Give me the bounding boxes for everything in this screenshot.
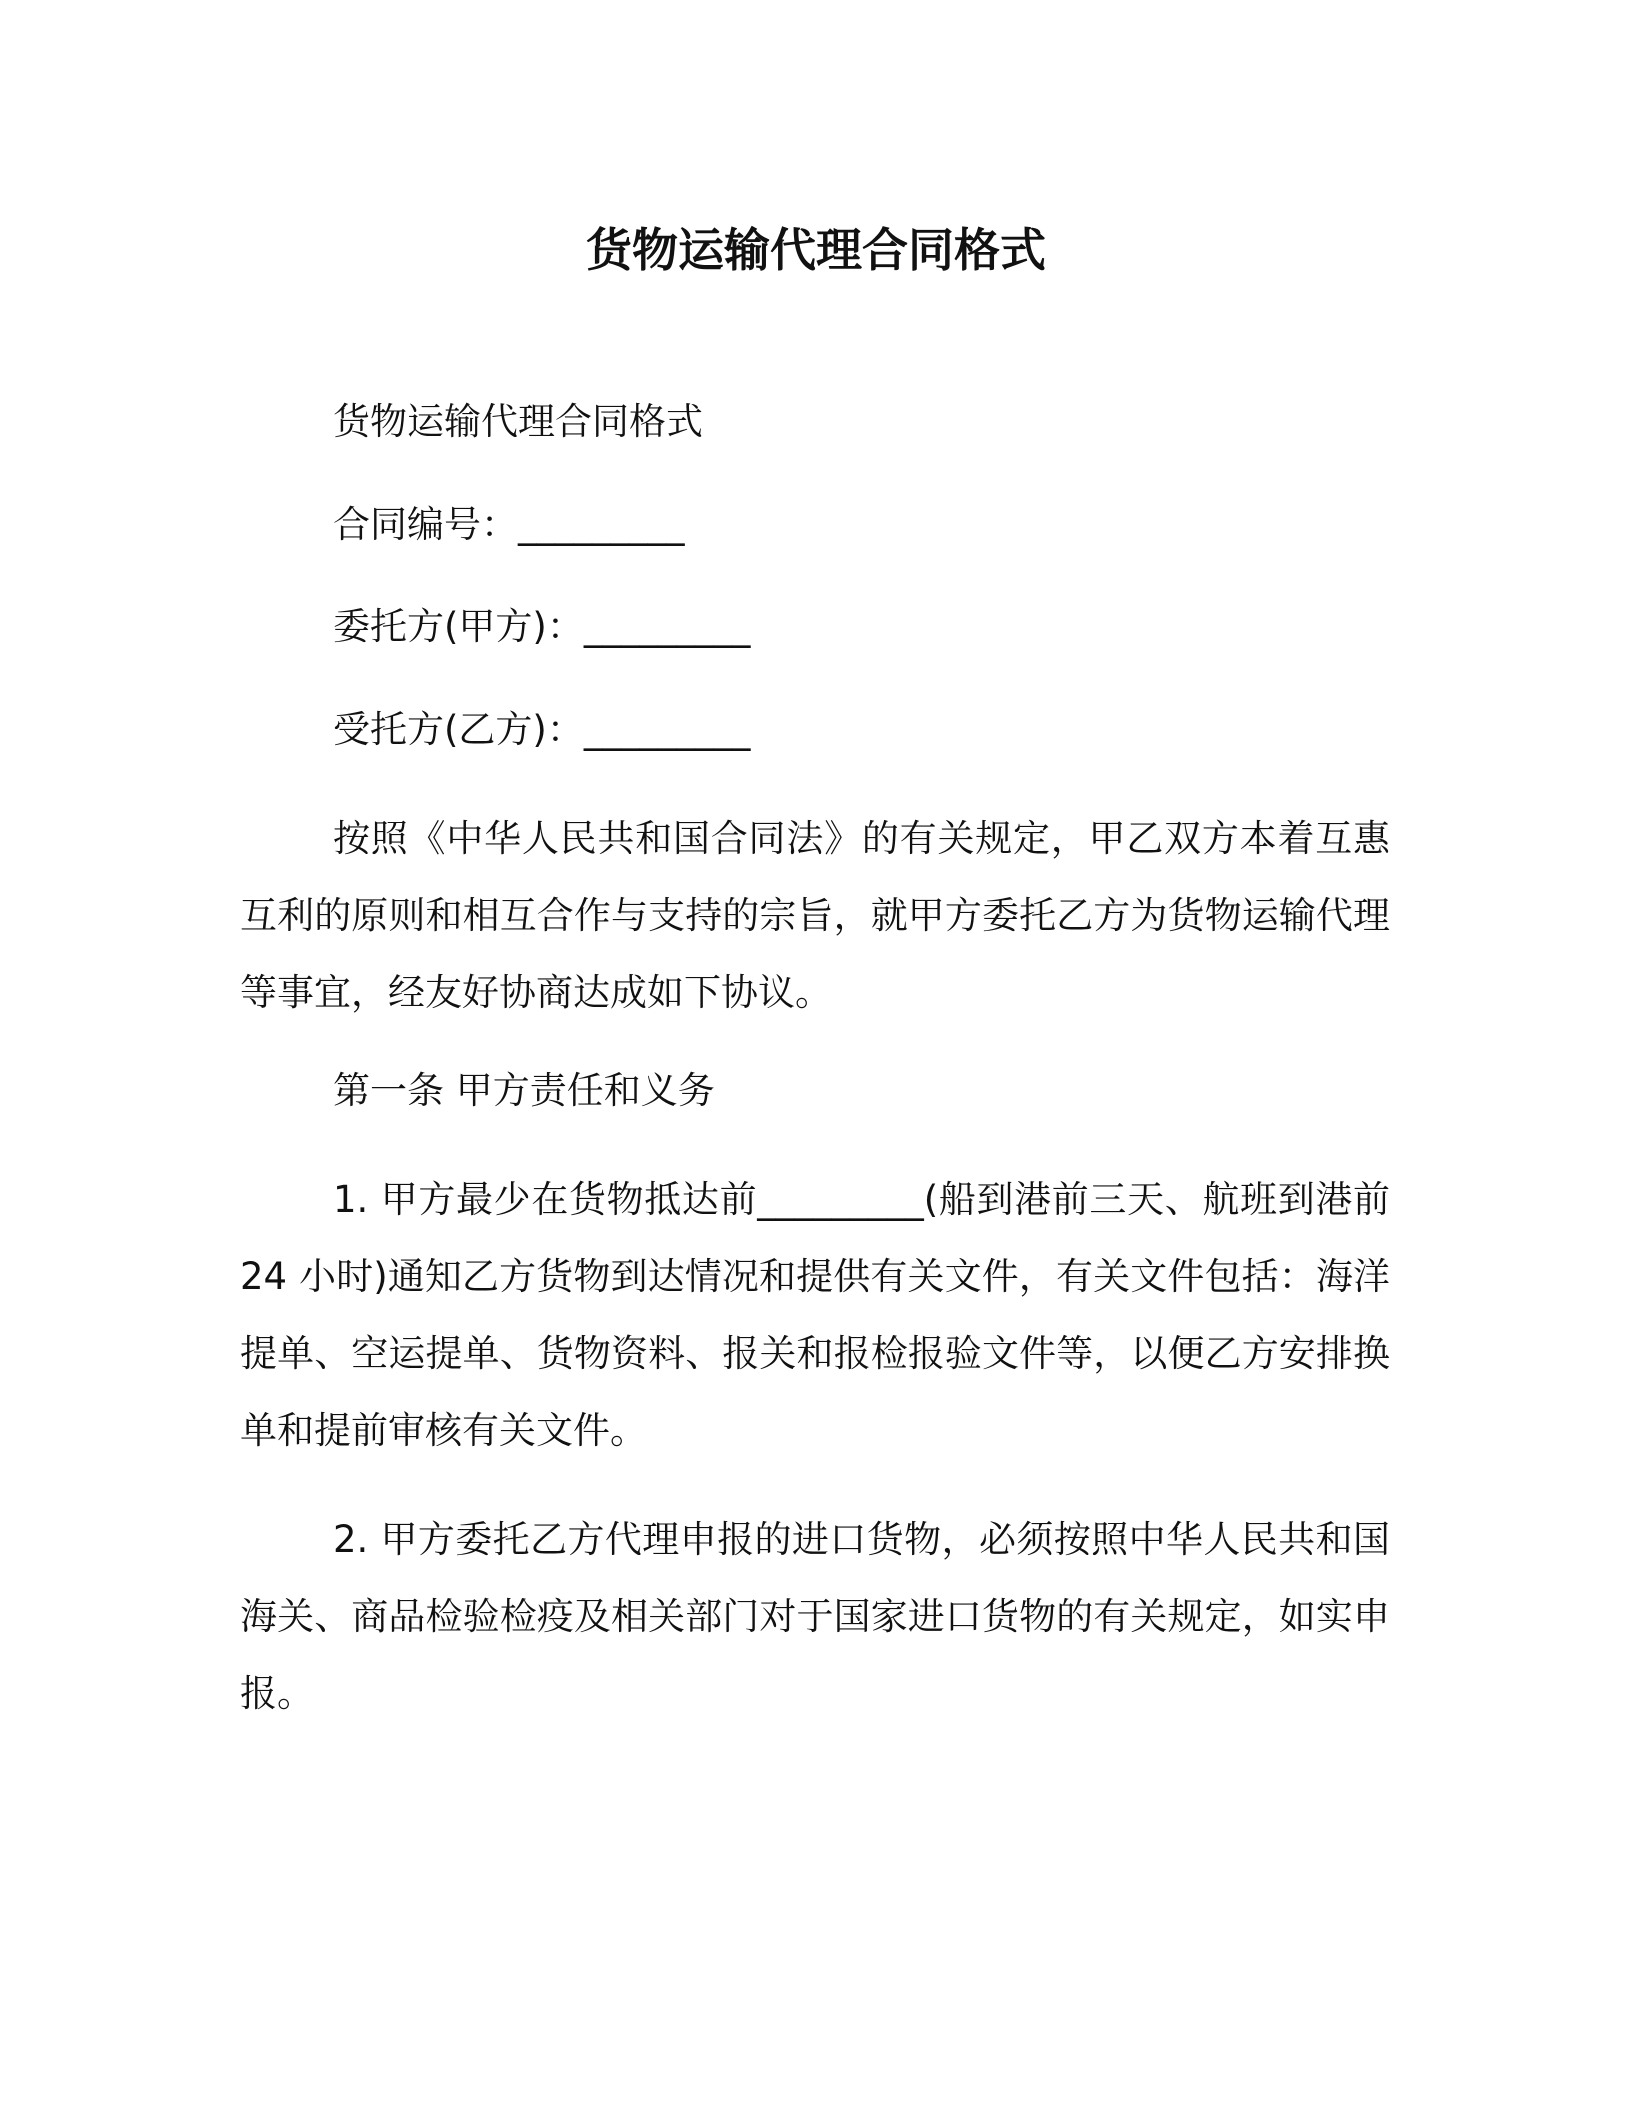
document-subtitle: 货物运输代理合同格式 (333, 400, 703, 443)
article-1-heading: 第一条 甲方责任和义务 (333, 1069, 715, 1112)
clause-1-paragraph: 1. 甲方最少在货物抵达前_________(船到港前三天、航班到港前24 小时)通知乙方货物到达情况和提供有关文件，有关文件包括：海洋提单、空运提单、货物资料、报关和报检报验文件等，以便乙方安排换单和提前审核有关文件。 (240, 1178, 1390, 1452)
preamble-paragraph: 按照《中华人民共和国合同法》的有关规定，甲乙双方本着互惠互利的原则和相互合作与支持的宗旨，就甲方委托乙方为货物运输代理等事宜，经友好协商达成如下协议。 (240, 817, 1390, 1014)
contract-number-field: 合同编号：_________ (333, 503, 685, 546)
document-title: 货物运输代理合同格式 (586, 223, 1046, 277)
party-a-field: 委托方(甲方)：_________ (333, 605, 751, 648)
party-b-field: 受托方(乙方)：_________ (333, 708, 751, 751)
clause-2-paragraph: 2. 甲方委托乙方代理申报的进口货物，必须按照中华人民共和国海关、商品检验检疫及相关部门对于国家进口货物的有关规定，如实申报。 (240, 1518, 1390, 1715)
